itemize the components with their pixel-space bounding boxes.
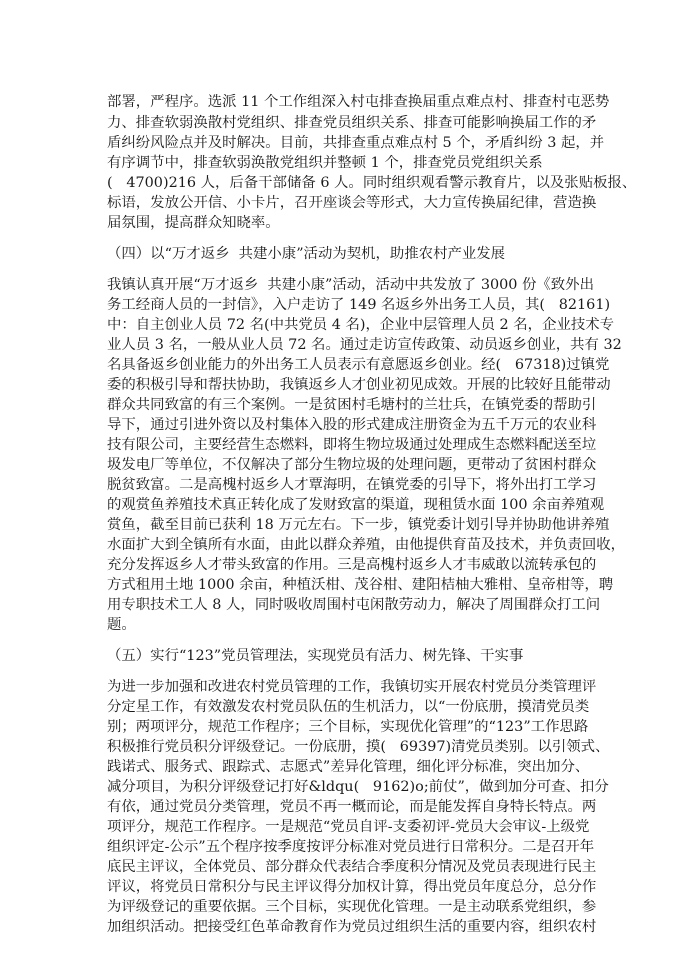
paragraph-line: 业人员 3 名，一般从业人员 72 名。通过走访宣传政策、动员返乡创业，共有 32 bbox=[107, 337, 622, 353]
paragraph-line: 践诺式、服务式、跟踪式、志愿式”差异化管理，细化评分标准，突出加分、 bbox=[107, 759, 590, 775]
paragraph-line: 充分发挥返乡人才带头致富的作用。三是高槐村返乡人才韦威敢以流转承包的 bbox=[107, 557, 597, 573]
paragraph-line: 委的积极引导和帮扶协助，我镇返乡人才创业初见成效。开展的比较好且能带动 bbox=[107, 377, 611, 393]
paragraph-line: 方式租用土地 1000 余亩，种植沃柑、茂谷柑、建阳桔柚大雅柑、皇帝柑等，聘 bbox=[107, 577, 614, 593]
paragraph-line: 标语，发放公开信、小卡片，召开座谈会等形式，大力宣传换届纪律，营造换 bbox=[107, 195, 597, 211]
paragraph-line: 底民主评议，全体党员、部分群众代表结合季度积分情况及党员表现进行民主 bbox=[107, 859, 597, 875]
paragraph-line: 技有限公司，主要经营生态燃料，即将生物垃圾通过处理成生态燃料配送至垃 bbox=[107, 437, 597, 453]
paragraph-line: 有依，通过党员分类管理，党员不再一概而论，而是能发挥自身特长特点。两 bbox=[107, 799, 597, 815]
paragraph-line: 用专职技术工人 8 人，同时吸收周围村屯闲散劳动力，解决了周围群众打工问 bbox=[107, 597, 601, 613]
paragraph-line: 题。 bbox=[107, 617, 136, 633]
paragraph-line: 圾发电厂等单位，不仅解决了部分生物垃圾的处理问题，更带动了贫困村群众 bbox=[107, 457, 597, 473]
paragraph-line: 赏鱼，截至目前已获利 18 万元左右。下一步，镇党委计划引导并协助他讲养殖 bbox=[107, 517, 610, 533]
paragraph-line: 脱贫致富。二是高槐村返乡人才覃海明，在镇党委的引导下，将外出打工学习 bbox=[107, 477, 597, 493]
paragraph-line: 积极推行党员积分评级登记。一份底册，摸( 69397)清党员类别。以引领式、 bbox=[107, 739, 610, 755]
paragraph-line: 届氛围，提高群众知晓率。 bbox=[107, 215, 280, 231]
paragraph-line: 的观赏鱼养殖技术真正转化成了发财致富的渠道，现租赁水面 100 余亩养殖观 bbox=[107, 497, 605, 513]
paragraph-line: 力、排查软弱涣散村党组织、排查党员组织关系、排查可能影响换届工作的矛 bbox=[107, 115, 597, 131]
paragraph-line: 分定星工作，有效激发农村党员队伍的生机活力，以“一份底册，摸清党员类 bbox=[107, 699, 590, 715]
paragraph-line: ( 4700)216 人，后备干部储备 6 人。同时组织观看警示教育片，以及张贴板报、 bbox=[107, 175, 637, 191]
paragraph-line: 减分项目，为积分评级登记打好&ldqu( 9162)o;前仗”，做到加分可查、扣分 bbox=[107, 779, 609, 795]
paragraph-line: 为评级登记的重要依据。三个目标，实现优化管理。一是主动联系党组织，参 bbox=[107, 899, 597, 915]
paragraph-line: 名具备返乡创业能力的外出务工人员表示有意愿返乡创业。经( 67318)过镇党 bbox=[107, 357, 610, 373]
paragraph-line: 有序调节中，排查软弱涣散党组织并整顿 1 个，排查党员党组织关系 bbox=[107, 155, 543, 171]
paragraph-line: 我镇认真开展“万才返乡 共建小康”活动，活动中共发放了 3000 份《致外出 bbox=[107, 277, 594, 293]
paragraph-line: 群众共同致富的有三个案例。一是贫困村毛塘村的兰壮兵，在镇党委的帮助引 bbox=[107, 397, 597, 413]
paragraph-line: 别；两项评分，规范工作程序；三个目标，实现优化管理”的“123”工作思路 bbox=[107, 719, 589, 735]
paragraph-line: 导下，通过引进外资以及村集体入股的形式建成注册资金为五千万元的农业科 bbox=[107, 417, 597, 433]
paragraph-line: 中：自主创业人员 72 名(中共党员 4 名)，企业中层管理人员 2 名，企业技术专 bbox=[107, 317, 615, 333]
paragraph-line: 务工经商人员的一封信》，入户走访了 149 名返乡外出务工人员，其( 82161) bbox=[107, 297, 611, 313]
section-heading-5: （五）实行“123”党员管理法，实现党员有活力、树先锋、干实事 bbox=[107, 648, 524, 664]
paragraph-line: 评议，将党员日常积分与民主评议得分加权计算，得出党员年度总分，总分作 bbox=[107, 879, 597, 895]
paragraph-line: 加组织活动。把接受红色革命教育作为党员过组织生活的重要内容，组织农村 bbox=[107, 919, 597, 935]
paragraph-line: 为进一步加强和改进农村党员管理的工作，我镇切实开展农村党员分类管理评 bbox=[107, 679, 597, 695]
paragraph-line: 组织评定-公示”五个程序按季度按评分标准对党员进行日常积分。二是召开年 bbox=[107, 839, 595, 855]
paragraph-line: 盾纠纷风险点并及时解决。目前，共排查重点难点村 5 个，矛盾纠纷 3 起，并 bbox=[107, 135, 605, 151]
section-heading-4: （四）以“万才返乡 共建小康”活动为契机，助推农村产业发展 bbox=[107, 246, 506, 262]
paragraph-line: 部署，严程序。选派 11 个工作组深入村屯排查换届重点难点村、排查村屯恶势 bbox=[107, 94, 610, 110]
paragraph-line: 水面扩大到全镇所有水面，由此以群众养殖，由他提供育苗及技术，并负责回收， bbox=[107, 537, 626, 553]
paragraph-line: 项评分，规范工作程序。一是规范“党员自评-支委初评-党员大会审议-上级党 bbox=[107, 819, 590, 835]
